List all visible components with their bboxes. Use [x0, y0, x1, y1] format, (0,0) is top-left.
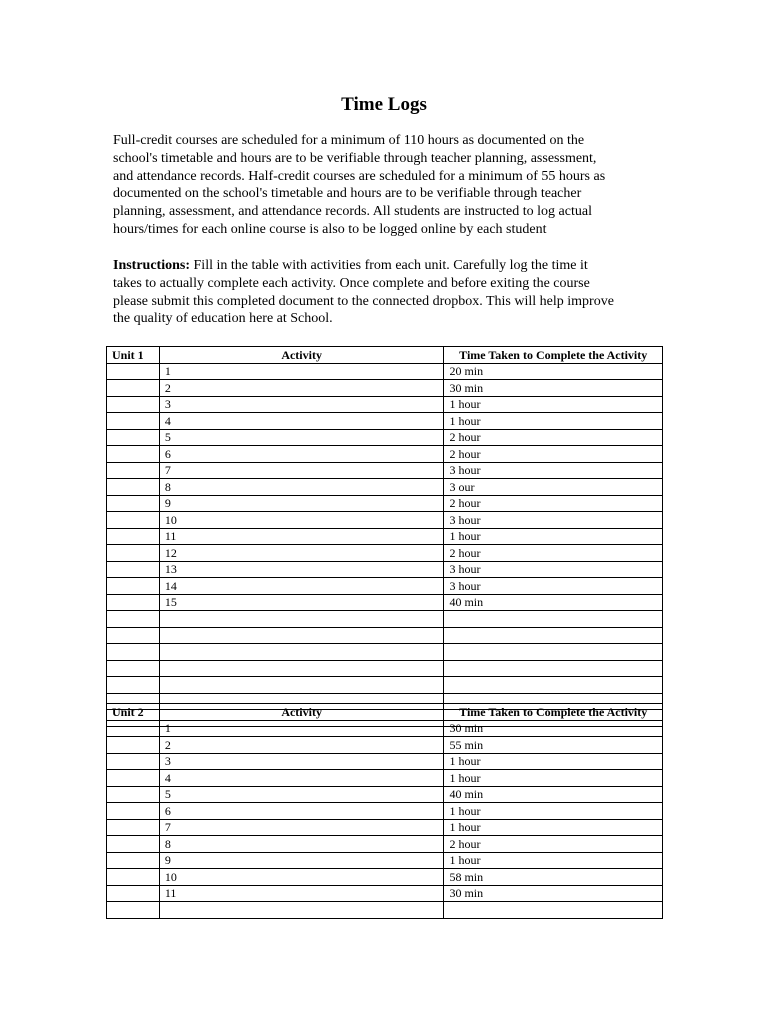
time-cell: 30 min [444, 885, 663, 902]
time-cell: 3 our [444, 479, 663, 496]
activity-cell: 7 [159, 819, 444, 836]
table-row [107, 479, 663, 496]
unit-cell [107, 836, 160, 853]
activity-cell [159, 644, 444, 661]
table-row [107, 819, 663, 836]
time-cell: 1 hour [444, 396, 663, 413]
time-cell: 1 hour [444, 528, 663, 545]
activity-header: Activity [159, 704, 444, 721]
table-row [107, 594, 663, 611]
time-cell: 3 hour [444, 462, 663, 479]
activity-cell: 2 [159, 380, 444, 397]
time-cell: 58 min [444, 869, 663, 886]
table-row [107, 512, 663, 529]
table-row [107, 770, 663, 787]
unit-cell [107, 446, 160, 463]
time-header: Time Taken to Complete the Activity [444, 704, 663, 721]
table-row [107, 644, 663, 661]
table-row [107, 413, 663, 430]
time-cell: 2 hour [444, 446, 663, 463]
activity-cell: 4 [159, 413, 444, 430]
unit-cell [107, 380, 160, 397]
time-cell: 30 min [444, 380, 663, 397]
unit-cell [107, 737, 160, 754]
time-cell [444, 677, 663, 694]
table-row [107, 803, 663, 820]
activity-cell: 9 [159, 852, 444, 869]
time-cell: 3 hour [444, 561, 663, 578]
unit-cell [107, 803, 160, 820]
unit-cell [107, 644, 160, 661]
activity-cell: 1 [159, 720, 444, 737]
time-cell [444, 611, 663, 628]
activity-cell: 6 [159, 803, 444, 820]
activity-cell [159, 627, 444, 644]
table-row [107, 885, 663, 902]
unit-cell [107, 660, 160, 677]
activity-cell: 6 [159, 446, 444, 463]
table-row [107, 836, 663, 853]
instructions-label: Instructions: [113, 258, 191, 273]
table-row [107, 528, 663, 545]
activity-cell: 1 [159, 363, 444, 380]
activity-cell: 14 [159, 578, 444, 595]
time-cell: 2 hour [444, 495, 663, 512]
time-cell [444, 627, 663, 644]
table-row [107, 902, 663, 919]
table-row [107, 363, 663, 380]
unit-cell [107, 561, 160, 578]
unit-cell [107, 885, 160, 902]
activity-cell: 11 [159, 528, 444, 545]
time-cell: 3 hour [444, 512, 663, 529]
table-row [107, 495, 663, 512]
time-cell: 1 hour [444, 803, 663, 820]
time-cell: 55 min [444, 737, 663, 754]
unit-cell [107, 462, 160, 479]
table-header-row [107, 704, 663, 721]
unit-cell [107, 770, 160, 787]
table-row [107, 380, 663, 397]
table-row [107, 753, 663, 770]
table-header-row [107, 347, 663, 364]
table-row [107, 869, 663, 886]
unit-cell [107, 363, 160, 380]
time-cell: 1 hour [444, 413, 663, 430]
unit-cell [107, 786, 160, 803]
activity-cell: 11 [159, 885, 444, 902]
unit-cell [107, 578, 160, 595]
unit-cell [107, 495, 160, 512]
time-cell: 2 hour [444, 836, 663, 853]
table-row [107, 561, 663, 578]
time-header: Time Taken to Complete the Activity [444, 347, 663, 364]
table-row [107, 446, 663, 463]
time-cell: 20 min [444, 363, 663, 380]
activity-cell [159, 660, 444, 677]
time-cell: 30 min [444, 720, 663, 737]
time-cell: 1 hour [444, 819, 663, 836]
table-row [107, 611, 663, 628]
table-row [107, 429, 663, 446]
unit-cell [107, 396, 160, 413]
unit-cell [107, 594, 160, 611]
table-row [107, 720, 663, 737]
activity-cell: 10 [159, 869, 444, 886]
unit-cell [107, 512, 160, 529]
activity-cell: 9 [159, 495, 444, 512]
activity-cell: 10 [159, 512, 444, 529]
activity-cell [159, 902, 444, 919]
instructions-text: Fill in the table with activities from each unit. Carefully log the time it takes to actually complete each activity. Once complete and before exiting the course please submit this completed document to the connected dropbox. This will help improve the quality of education here at School. [113, 258, 614, 327]
time-cell: 1 hour [444, 852, 663, 869]
time-cell: 2 hour [444, 429, 663, 446]
activity-cell: 2 [159, 737, 444, 754]
time-cell: 3 hour [444, 578, 663, 595]
activity-cell: 7 [159, 462, 444, 479]
unit-label: Unit 1 [107, 347, 160, 364]
time-cell: 40 min [444, 594, 663, 611]
unit-cell [107, 545, 160, 562]
unit-cell [107, 902, 160, 919]
activity-cell: 15 [159, 594, 444, 611]
activity-cell [159, 677, 444, 694]
table-row [107, 852, 663, 869]
activity-cell: 5 [159, 429, 444, 446]
activity-cell: 13 [159, 561, 444, 578]
time-cell: 2 hour [444, 545, 663, 562]
time-cell [444, 660, 663, 677]
unit-cell [107, 869, 160, 886]
activity-cell: 3 [159, 753, 444, 770]
unit-cell [107, 677, 160, 694]
unit-cell [107, 528, 160, 545]
activity-cell: 4 [159, 770, 444, 787]
unit-cell [107, 819, 160, 836]
table-row [107, 737, 663, 754]
unit-label: Unit 2 [107, 704, 160, 721]
unit-cell [107, 429, 160, 446]
intro-paragraph: Full-credit courses are scheduled for a minimum of 110 hours as documented on the school's timetable and hours are to be verifiable through teacher planning, assessment, and attendance records. Half-credit courses are scheduled for a minimum of 55 hours as documented on the school's timetable and hours are to be verifiable through teacher planning, assessment, and attendance records. All students are instructed to log actual hours/times for each online course is also to be logged online by each student [113, 133, 606, 237]
instructions-paragraph [113, 257, 661, 328]
activity-cell: 8 [159, 479, 444, 496]
table-row [107, 396, 663, 413]
table-row [107, 627, 663, 644]
activity-cell: 5 [159, 786, 444, 803]
table-row [107, 545, 663, 562]
time-cell: 1 hour [444, 753, 663, 770]
unit-1-table [106, 346, 663, 727]
activity-cell: 8 [159, 836, 444, 853]
activity-cell [159, 611, 444, 628]
unit-cell [107, 611, 160, 628]
time-cell: 40 min [444, 786, 663, 803]
unit-cell [107, 627, 160, 644]
time-cell [444, 902, 663, 919]
unit-2-table [106, 703, 663, 919]
unit-cell [107, 413, 160, 430]
time-cell [444, 644, 663, 661]
unit-cell [107, 720, 160, 737]
time-cell: 1 hour [444, 770, 663, 787]
activity-cell: 3 [159, 396, 444, 413]
unit-cell [107, 852, 160, 869]
page-title: Time Logs [341, 94, 427, 115]
activity-cell: 12 [159, 545, 444, 562]
table-row [107, 660, 663, 677]
table-row [107, 578, 663, 595]
table-row [107, 677, 663, 694]
activity-header: Activity [159, 347, 444, 364]
unit-cell [107, 753, 160, 770]
table-row [107, 786, 663, 803]
table-row [107, 462, 663, 479]
unit-cell [107, 479, 160, 496]
